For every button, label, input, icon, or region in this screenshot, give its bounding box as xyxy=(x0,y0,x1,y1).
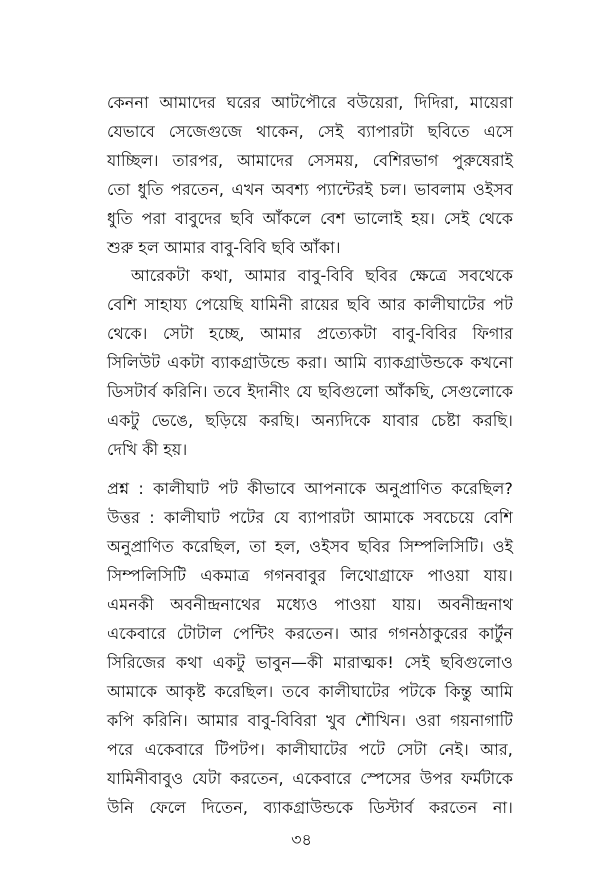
answer-line-5: একেবারে টোটাল পেন্টিং করতেন। আর গগনঠাকুরের কার্টুন xyxy=(107,624,513,643)
answer-line-6: সিরিজের কথা একটু ভাবুন—কী মারাত্মক! সেই ছবিগুলোও xyxy=(107,653,513,672)
answer-line-1: উত্তর : কালীঘাট পটের যে ব্যাপারটা আমাকে সবচেয়ে বেশি xyxy=(107,508,513,527)
answer-line-8: কপি করিনি। আমার বাবু-বিবিরা খুব শৌখিন। ওরা গয়নাগাটি xyxy=(107,711,513,730)
paragraph-1-line-3: যাচ্ছিল। তারপর, আমাদের সেসময়, বেশিরভাগ পুরুষেরাই xyxy=(107,151,513,170)
answer-line-11: উনি ফেলে দিতেন, ব্যাকগ্রাউন্ডকে ডিস্টার্ব করতেন না। xyxy=(107,798,513,817)
paragraph-2-line-2: বেশি সাহায্য পেয়েছি যামিনী রায়ের ছবি আর কালীঘাটের পট xyxy=(107,295,513,314)
paragraph-1-line-5: ধুতি পরা বাবুদের ছবি আঁকলে বেশ ভালোই হয়। সেই থেকে xyxy=(107,209,513,228)
paragraph-2-line-5: ডিসটার্ব করিনি। তবে ইদানীং যে ছবিগুলো আঁকছি, সেগুলোকে xyxy=(107,382,513,401)
answer-line-3: সিম্পলিসিটি একমাত্র গগনবাবুর লিথোগ্রাফে পাওয়া যায়। xyxy=(107,566,513,585)
paragraph-1-line-6: শুরু হল আমার বাবু-বিবি ছবি আঁকা। xyxy=(107,238,341,257)
paragraph-2-line-7: দেখি কী হয়। xyxy=(107,440,188,459)
paragraph-2-line-3: থেকে। সেটা হচ্ছে, আমার প্রত্যেকটা বাবু-বিবির ফিগার xyxy=(107,324,513,343)
paragraph-1-line-4: তো ধুতি পরতেন, এখন অবশ্য প্যান্টেরই চল। ভাবলাম ওইসব xyxy=(107,180,513,199)
paragraph-2-line-4: সিলিউট একটা ব্যাকগ্রাউন্ডে করা। আমি ব্যাকগ্রাউন্ডকে কখনো xyxy=(107,353,513,372)
answer-line-7: আমাকে আকৃষ্ট করেছিল। তবে কালীঘাটের পটকে কিন্তু আমি xyxy=(107,682,513,701)
paragraph-1-line-2: যেভাবে সেজেগুজে থাকেন, সেই ব্যাপারটা ছবিতে এসে xyxy=(107,122,513,141)
question-line: প্রশ্ন : কালীঘাট পট কীভাবে আপনাকে অনুপ্রাণিত করেছিল? xyxy=(107,479,513,498)
paragraph-2-line-1: আরেকটা কথা, আমার বাবু-বিবি ছবির ক্ষেত্রে সবথেকে xyxy=(131,266,513,285)
answer-line-4: এমনকী অবনীন্দ্রনাথের মধ্যেও পাওয়া যায়। অবনীন্দ্রনাথ xyxy=(107,595,513,614)
answer-line-10: যামিনীবাবুও যেটা করতেন, একেবারে স্পেসের উপর ফর্মটাকে xyxy=(107,769,513,788)
answer-line-9: পরে একেবারে টিপটপ। কালীঘাটের পটে সেটা নেই। আর, xyxy=(107,740,513,759)
paragraph-1-line-1: কেননা আমাদের ঘরের আটপৌরে বউয়েরা, দিদিরা, মায়েরা xyxy=(107,93,513,112)
page-number: ৩৪ xyxy=(291,830,312,849)
paragraph-2-line-6: একটু ভেঙে, ছড়িয়ে করছি। অন্যদিকে যাবার চেষ্টা করছি। xyxy=(107,411,513,430)
answer-line-2: অনুপ্রাণিত করেছিল, তা হল, ওইসব ছবির সিম্পলিসিটি। ওই xyxy=(107,537,513,556)
